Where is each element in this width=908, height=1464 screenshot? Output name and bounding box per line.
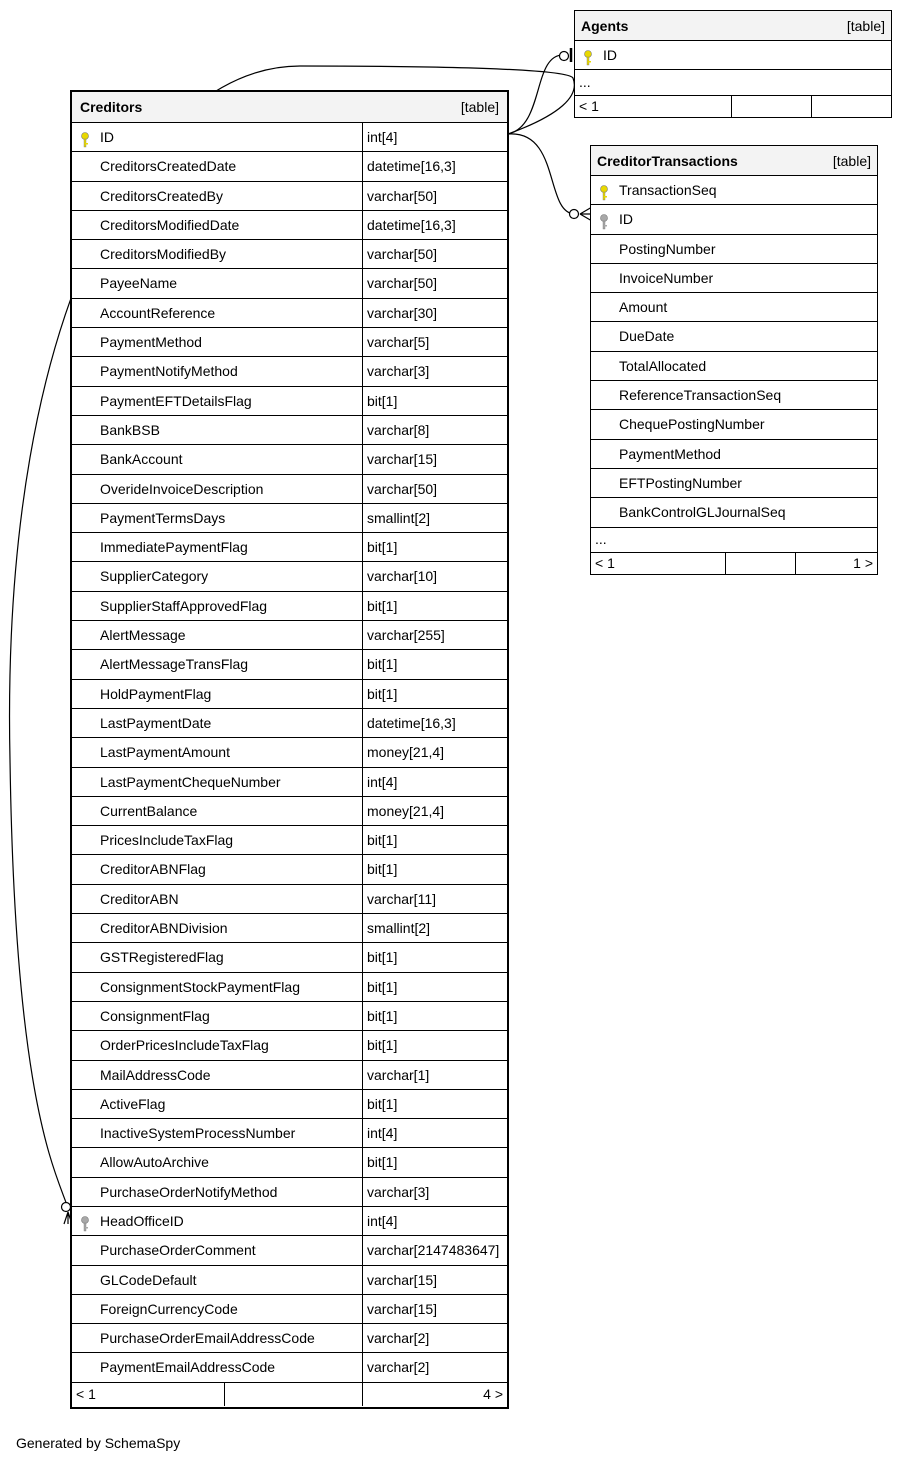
column-row[interactable] (72, 621, 507, 650)
column-type: varchar[5] (362, 328, 507, 356)
column-name: AccountReference (100, 304, 216, 321)
column-row[interactable] (72, 1148, 507, 1177)
column-row[interactable] (72, 269, 507, 298)
column-row[interactable] (72, 1295, 507, 1324)
column-name: MailAddressCode (100, 1066, 211, 1083)
column-row[interactable] (72, 416, 507, 445)
column-name: PaymentEmailAddressCode (100, 1359, 276, 1376)
column-row[interactable] (72, 152, 507, 181)
table-agents[interactable] (574, 10, 892, 118)
column-name: PurchaseOrderEmailAddressCode (100, 1330, 315, 1347)
column-type: smallint[2] (362, 914, 507, 942)
column-row[interactable] (72, 797, 507, 826)
footer-left[interactable]: < 1 (595, 554, 615, 571)
column-name: ID (619, 211, 633, 228)
column-name: TransactionSeq (619, 182, 717, 198)
column-row[interactable] (72, 387, 507, 416)
column-name: PurchaseOrderComment (100, 1242, 256, 1259)
primary-key-icon (599, 182, 609, 198)
column-row[interactable] (72, 768, 507, 797)
table-type: [table] (846, 17, 885, 34)
column-row[interactable] (72, 562, 507, 591)
column-row[interactable] (72, 1236, 507, 1265)
column-name: ForeignCurrencyCode (100, 1300, 238, 1317)
footer-left[interactable]: < 1 (579, 98, 599, 114)
primary-key-icon (80, 129, 90, 145)
column-row[interactable] (72, 1178, 507, 1207)
column-row[interactable] (591, 352, 877, 381)
column-row[interactable] (72, 1266, 507, 1295)
column-type: bit[1] (362, 826, 507, 854)
column-type: varchar[15] (362, 1266, 507, 1294)
column-type: money[21,4] (362, 738, 507, 766)
link-creditors-transactions (508, 134, 574, 214)
table-name: Agents (581, 17, 629, 34)
column-row[interactable] (72, 445, 507, 474)
column-type: bit[1] (362, 973, 507, 1001)
column-row[interactable] (72, 709, 507, 738)
column-row[interactable] (72, 182, 507, 211)
column-name: BankBSB (100, 421, 160, 438)
table-header (591, 146, 877, 176)
column-type: varchar[15] (362, 1295, 507, 1323)
column-name: PurchaseOrderNotifyMethod (100, 1183, 278, 1200)
column-name: ActiveFlag (100, 1095, 166, 1112)
column-type: bit[1] (362, 1031, 507, 1059)
column-name: AllowAutoArchive (100, 1154, 209, 1171)
more-columns: ... (591, 528, 877, 553)
column-name: ID (100, 129, 114, 145)
column-type: varchar[2] (362, 1324, 507, 1352)
column-name: PaymentMethod (619, 445, 721, 462)
column-name: CreditorsCreatedBy (100, 187, 223, 204)
column-row[interactable] (72, 1090, 507, 1119)
column-name: AlertMessageTransFlag (100, 656, 249, 673)
table-name: CreditorTransactions (597, 152, 738, 169)
column-row[interactable] (591, 498, 877, 527)
column-type: datetime[16,3] (362, 152, 507, 180)
footer-middle (725, 553, 795, 575)
column-name: PaymentMethod (100, 334, 202, 351)
column-row[interactable] (591, 410, 877, 439)
column-name: LastPaymentChequeNumber (100, 773, 281, 790)
column-name: ConsignmentFlag (100, 1007, 210, 1024)
column-name: PaymentNotifyMethod (100, 363, 238, 380)
column-type: varchar[50] (362, 269, 507, 297)
generated-by-label: Generated by SchemaSpy (16, 1435, 181, 1451)
footer-middle (731, 96, 811, 118)
column-name: Amount (619, 299, 668, 316)
column-name: CreditorABNFlag (100, 861, 206, 878)
column-row[interactable] (72, 240, 507, 269)
zero-marker-transactions (570, 210, 579, 219)
column-type: varchar[30] (362, 299, 507, 327)
column-type: varchar[50] (362, 182, 507, 210)
table-type: [table] (832, 152, 871, 169)
column-row[interactable] (591, 235, 877, 264)
column-row[interactable] (72, 885, 507, 914)
column-row[interactable] (72, 357, 507, 386)
column-type: varchar[3] (362, 357, 507, 385)
column-name: PaymentEFTDetailsFlag (100, 392, 252, 409)
footer-right[interactable]: 4 > (362, 1383, 507, 1406)
column-name: OverideInvoiceDescription (100, 480, 264, 497)
column-row[interactable] (72, 504, 507, 533)
more-columns: ... (575, 70, 891, 96)
column-row[interactable] (72, 680, 507, 709)
column-type: varchar[8] (362, 416, 507, 444)
column-type: bit[1] (362, 680, 507, 708)
column-row[interactable] (72, 1207, 507, 1236)
column-name: PaymentTermsDays (100, 509, 226, 526)
column-name: OrderPricesIncludeTaxFlag (100, 1037, 269, 1054)
foreign-key-icon (599, 211, 609, 227)
column-type: varchar[10] (362, 562, 507, 590)
column-row[interactable] (72, 914, 507, 943)
column-row[interactable] (72, 475, 507, 504)
column-row[interactable] (591, 381, 877, 410)
column-row[interactable] (591, 176, 877, 205)
column-row[interactable] (72, 1031, 507, 1060)
column-name: ID (603, 47, 617, 63)
column-name: ConsignmentStockPaymentFlag (100, 978, 300, 995)
column-type: datetime[16,3] (362, 709, 507, 737)
column-name: BankAccount (100, 451, 183, 468)
column-type: varchar[15] (362, 445, 507, 473)
column-type: bit[1] (362, 533, 507, 561)
column-row[interactable] (72, 973, 507, 1002)
column-row[interactable] (591, 264, 877, 293)
column-name: AlertMessage (100, 627, 186, 644)
column-name: EFTPostingNumber (619, 474, 742, 491)
column-row[interactable] (72, 328, 507, 357)
column-name: ImmediatePaymentFlag (100, 539, 248, 556)
table-footer (575, 96, 891, 118)
column-row[interactable] (72, 738, 507, 767)
column-row[interactable] (591, 440, 877, 469)
column-type: varchar[2147483647] (362, 1236, 507, 1264)
column-type: varchar[1] (362, 1061, 507, 1089)
column-name: HoldPaymentFlag (100, 685, 212, 702)
column-type: varchar[3] (362, 1178, 507, 1206)
column-type: varchar[255] (362, 621, 507, 649)
column-type: varchar[50] (362, 475, 507, 503)
column-name: SupplierCategory (100, 568, 209, 585)
column-row[interactable] (72, 299, 507, 328)
column-name: LastPaymentAmount (100, 744, 230, 761)
column-type: int[4] (362, 768, 507, 796)
column-name: PostingNumber (619, 240, 716, 257)
table-footer (591, 553, 877, 575)
foreign-key-icon (80, 1213, 90, 1229)
column-name: GLCodeDefault (100, 1271, 197, 1288)
column-name: CurrentBalance (100, 802, 198, 819)
column-row[interactable] (591, 469, 877, 498)
column-type: bit[1] (362, 1002, 507, 1030)
column-row[interactable] (72, 211, 507, 240)
column-row[interactable] (72, 1061, 507, 1090)
column-row[interactable] (72, 943, 507, 972)
column-name: ReferenceTransactionSeq (619, 387, 782, 404)
column-row[interactable] (72, 592, 507, 621)
column-name: LastPaymentDate (100, 714, 212, 731)
column-row[interactable] (72, 826, 507, 855)
column-name: GSTRegisteredFlag (100, 949, 224, 966)
column-name: CreditorsCreatedDate (100, 158, 237, 175)
column-row[interactable] (72, 855, 507, 884)
footer-left[interactable]: < 1 (76, 1385, 96, 1402)
table-type: [table] (460, 99, 499, 115)
column-type: bit[1] (362, 592, 507, 620)
footer-middle (224, 1383, 362, 1406)
column-name: DueDate (619, 328, 675, 345)
column-type: bit[1] (362, 387, 507, 415)
column-name: CreditorsModifiedDate (100, 216, 240, 233)
column-name: InvoiceNumber (619, 269, 714, 286)
column-name: PricesIncludeTaxFlag (100, 832, 234, 849)
table-creditors[interactable] (70, 90, 509, 1409)
column-type: bit[1] (362, 855, 507, 883)
column-row[interactable] (72, 1119, 507, 1148)
column-row[interactable] (72, 533, 507, 562)
column-row[interactable] (575, 41, 891, 70)
column-type: int[4] (362, 123, 507, 151)
column-name: SupplierStaffApprovedFlag (100, 597, 268, 614)
column-type: varchar[50] (362, 240, 507, 268)
column-type: bit[1] (362, 943, 507, 971)
column-type: bit[1] (362, 650, 507, 678)
column-type: bit[1] (362, 1090, 507, 1118)
column-row[interactable] (591, 322, 877, 351)
column-type: int[4] (362, 1119, 507, 1147)
column-name: HeadOfficeID (100, 1212, 184, 1229)
footer-right[interactable]: 1 > (795, 553, 877, 575)
zero-marker-agents (560, 52, 569, 61)
column-type: int[4] (362, 1207, 507, 1235)
column-row[interactable] (72, 123, 507, 152)
primary-key-icon (583, 47, 593, 63)
column-name: ChequePostingNumber (619, 416, 765, 433)
table-header (575, 11, 891, 41)
column-row[interactable] (72, 650, 507, 679)
footer-right[interactable] (811, 96, 891, 118)
column-row[interactable] (72, 1002, 507, 1031)
column-name: CreditorABNDivision (100, 920, 228, 937)
column-row[interactable] (591, 205, 877, 234)
table-name: Creditors (80, 99, 143, 115)
column-type: money[21,4] (362, 797, 507, 825)
column-name: TotalAllocated (619, 357, 707, 374)
column-row[interactable] (72, 1324, 507, 1353)
column-name: PayeeName (100, 275, 178, 292)
column-row[interactable] (72, 1353, 507, 1382)
column-type: datetime[16,3] (362, 211, 507, 239)
column-type: smallint[2] (362, 504, 507, 532)
column-name: CreditorABN (100, 890, 179, 907)
column-type: varchar[2] (362, 1353, 507, 1381)
column-name: CreditorsModifiedBy (100, 246, 227, 263)
column-row[interactable] (591, 293, 877, 322)
column-type: varchar[11] (362, 885, 507, 913)
column-name: InactiveSystemProcessNumber (100, 1125, 296, 1142)
column-type: bit[1] (362, 1148, 507, 1176)
column-name: BankControlGLJournalSeq (619, 504, 786, 521)
table-footer (72, 1383, 507, 1406)
table-creditor-transactions[interactable] (590, 145, 878, 575)
table-header (72, 92, 507, 123)
